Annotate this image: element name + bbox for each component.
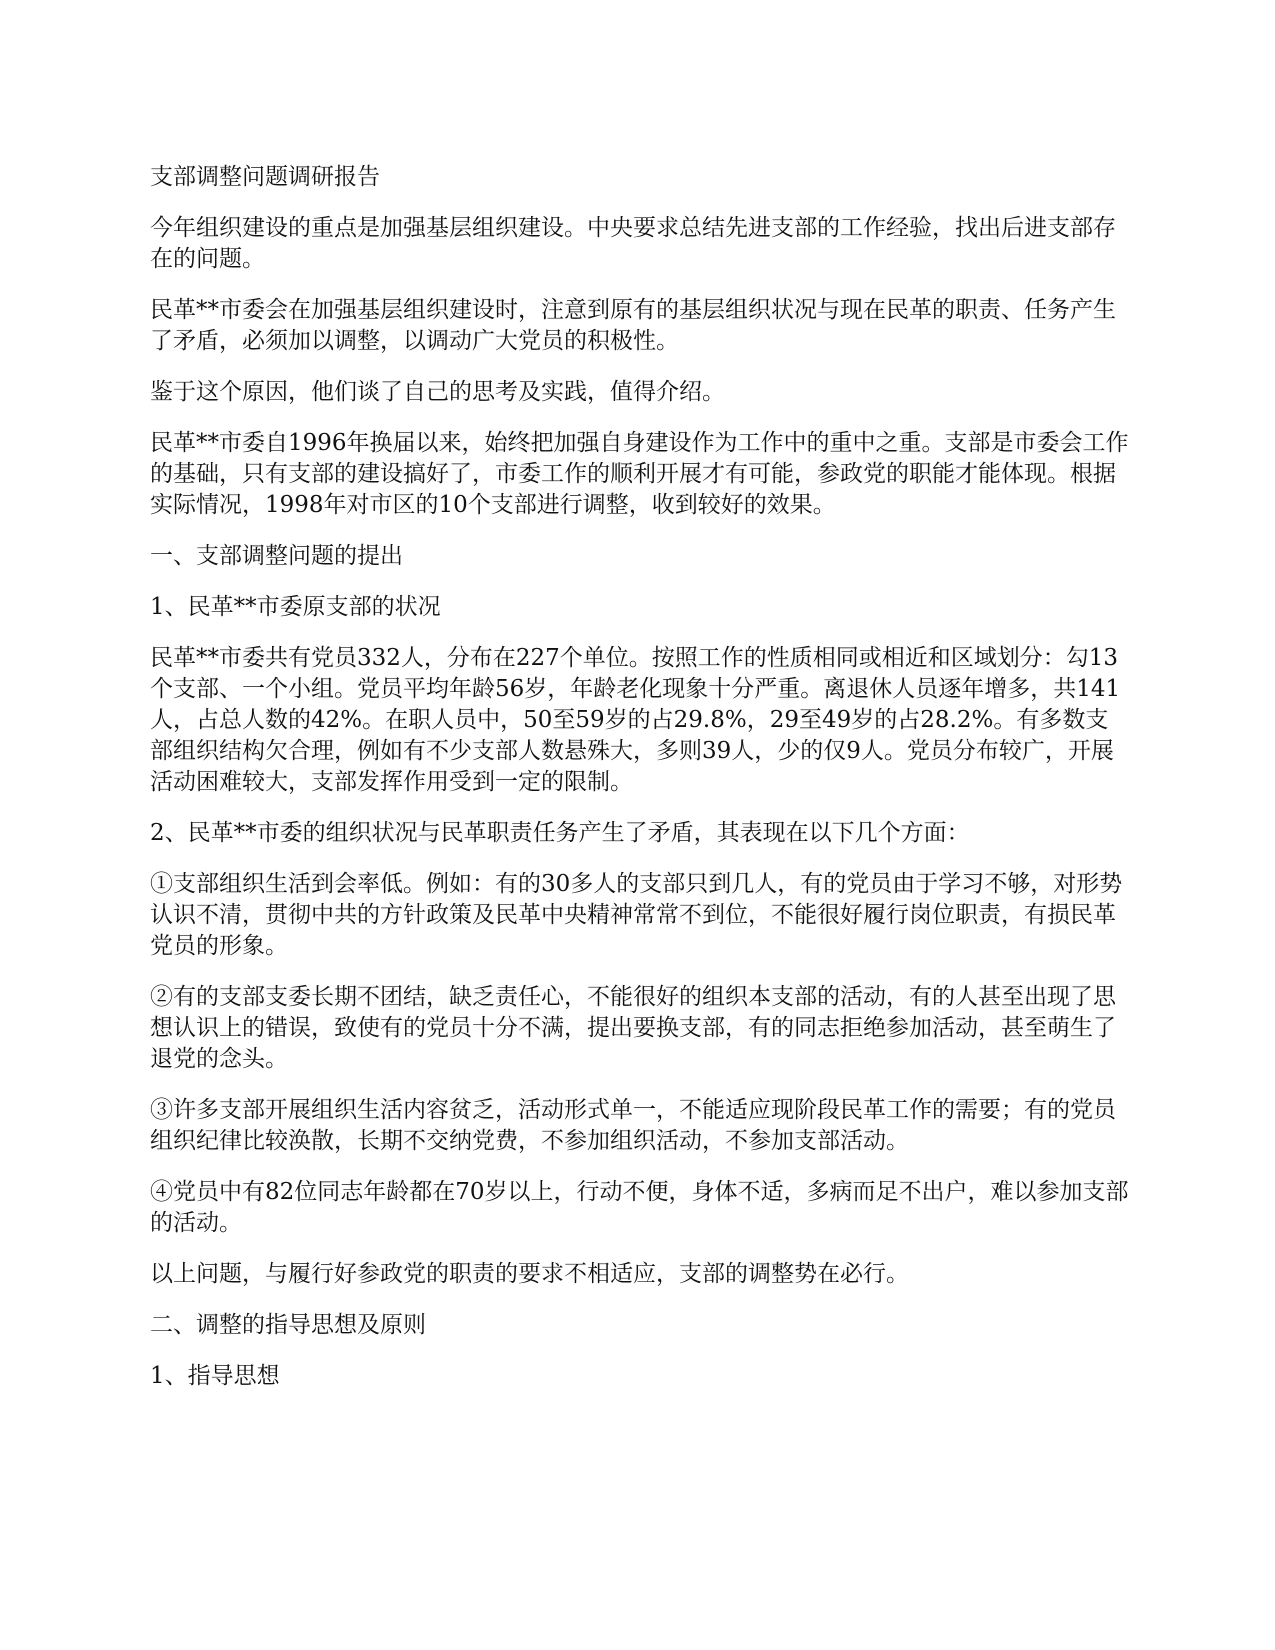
list-item-1: ①支部组织生活到会率低。例如：有的30多人的支部只到几人，有的党员由于学习不够，对形势认识不清，贯彻中共的方针政策及民革中央精神常常不到位，不能很好履行岗位职责，有损民革党员的形象。 [150, 871, 1123, 959]
document-body [150, 162, 1130, 1412]
paragraph-conclusion: 以上问题，与履行好参政党的职责的要求不相适应，支部的调整势在必行。 [150, 1261, 909, 1287]
subsection-heading-1-1: 1、民革**市委原支部的状况 [150, 594, 441, 620]
list-item-4: ④党员中有82位同志年龄都在70岁以上，行动不便，身体不适，多病而足不出户，难以参加支部的活动。 [150, 1179, 1129, 1236]
list-item-2: ②有的支部支委长期不团结，缺乏责任心，不能很好的组织本支部的活动，有的人甚至出现了思想认识上的错误，致使有的党员十分不满，提出要换支部，有的同志拒绝参加活动，甚至萌生了退党的念头。 [150, 984, 1116, 1072]
paragraph-background: 民革**市委会在加强基层组织建设时，注意到原有的基层组织状况与现在民革的职责、任务产生了矛盾，必须加以调整，以调动广大党员的积极性。 [150, 297, 1116, 354]
document-title: 支部调整问题调研报告 [150, 164, 380, 190]
section-heading-1: 一、支部调整问题的提出 [150, 543, 403, 569]
section-heading-2: 二、调整的指导思想及原则 [150, 1312, 426, 1338]
list-item-3: ③许多支部开展组织生活内容贫乏，活动形式单一，不能适应现阶段民革工作的需要；有的党员组织纪律比较涣散，长期不交纳党费，不参加组织活动，不参加支部活动。 [150, 1097, 1116, 1154]
paragraph-history: 民革**市委自1996年换届以来，始终把加强自身建设作为工作中的重中之重。支部是市委会工作的基础，只有支部的建设搞好了，市委工作的顺利开展才有可能，参政党的职能才能体现。根据实际情况，1998年对市区的10个支部进行调整，收到较好的效果。 [150, 430, 1129, 518]
paragraph-reason: 鉴于这个原因，他们谈了自己的思考及实践，值得介绍。 [150, 379, 725, 405]
subsection-heading-1-2: 2、民革**市委的组织状况与民革职责任务产生了矛盾，其表现在以下几个方面： [150, 820, 970, 846]
paragraph-intro: 今年组织建设的重点是加强基层组织建设。中央要求总结先进支部的工作经验，找出后进支部存在的问题。 [150, 215, 1116, 272]
subsection-heading-2-1: 1、指导思想 [150, 1363, 280, 1389]
paragraph-status: 民革**市委共有党员332人，分布在227个单位。按照工作的性质相同或相近和区域划分：勾13个支部、一个小组。党员平均年龄56岁，年龄老化现象十分严重。离退休人员逐年增多，共141人，占总人数的42%。在职人员中，50至59岁的占29.8%，29至49岁的占28.2%。有多数支部组织结构欠合理，例如有不少支部人数悬殊大，多则39人，少的仅9人。党员分布较广，开展活动困难较大，支部发挥作用受到一定的限制。 [150, 645, 1121, 795]
